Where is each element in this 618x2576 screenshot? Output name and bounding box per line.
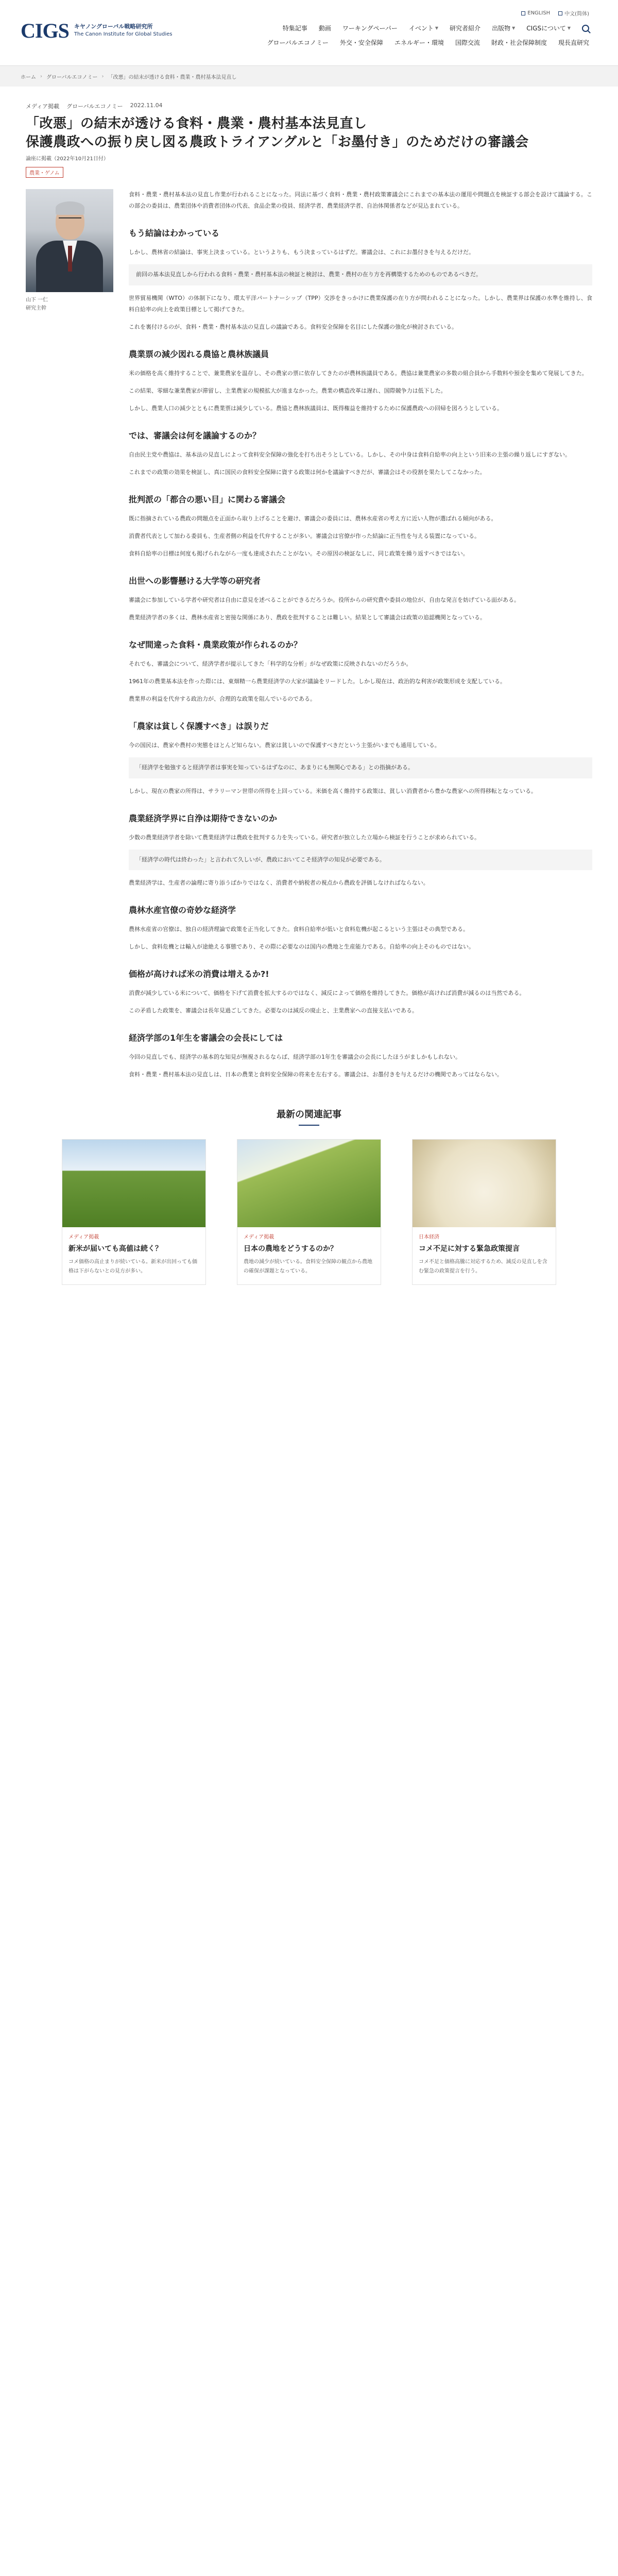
section-paragraph: 少数の農業経済学者を除いて農業経済学は農政を批判する力を失っている。研究者が独立した立場から検証を行うことが求められている。	[129, 834, 480, 841]
author-caption	[26, 296, 113, 313]
card-image	[413, 1140, 556, 1227]
primary-nav	[283, 24, 589, 32]
section-heading: では、審議会は何を議論するのか？	[129, 430, 261, 440]
article-meta	[26, 102, 592, 110]
nav-item-global-economy[interactable]: グローバルエコノミー	[267, 39, 329, 46]
nav-item-diplomacy[interactable]: 外交・安全保障	[339, 39, 383, 46]
site-logo[interactable]	[21, 19, 172, 43]
nav-item-researchers[interactable]: 研究者紹介	[450, 25, 481, 32]
section-paragraph: しかし、農林省の結論は、事実上決まっている。というよりも、もう決まっているはずだ。審議会は、これにお墨付きを与えるだけだ。	[129, 248, 474, 256]
related-articles	[26, 1107, 592, 1285]
section-paragraph: 世界貿易機関（WTO）の体制下になり、環太平洋パートナーシップ（TPP）交渉をきっかけに農業保護の在り方が問われることになった。しかし、農業界は保護の水準を維持し、食料自給率の向上を政策目標として掲げてきた。	[129, 294, 592, 313]
section-heading: もう結論はわかっている	[129, 228, 220, 238]
breadcrumb-separator: ›	[40, 73, 42, 79]
author-photo	[26, 189, 113, 292]
section-paragraph: この結果、零細な兼業農家が滞留し、主業農家の規模拡大が進まなかった。農業の構造改革は遅れ、国際競争力は低下した。	[129, 387, 447, 394]
lang-chinese-link[interactable]: 中文(简体)	[558, 9, 589, 17]
section-paragraph: しかし、農業人口の減少とともに農業票は減少している。農協と農林族議員は、既得権益を維持するために保護農政への回帰を図ろうとしている。	[129, 404, 503, 412]
section-paragraph: 食料・農業・農村基本法の見直しは、日本の農業と食料安全保障の将来を左右する。審議会は、お墨付きを与えるだけの機関であってはならない。	[129, 1071, 503, 1078]
nav-item-research[interactable]: 現長直研究	[558, 39, 589, 46]
title-line-1: 「改悪」の結末が透ける食料・農業・農村基本法見直し	[26, 116, 367, 131]
related-divider	[299, 1125, 319, 1126]
section-heading: 農林水産官僚の奇妙な経済学	[129, 905, 236, 916]
nav-item-international[interactable]: 国際交流	[455, 39, 480, 46]
section-paragraph: 米の価格を高く維持することで、兼業農家を温存し、その農家の票に依存してきたのが農林族議員である。農協は兼業農家の多数の組合員から手数料や預金を集めて発展してきた。	[129, 369, 588, 377]
section-heading: 批判派の「都合の悪い目」に関わる審議会	[129, 494, 286, 504]
section-paragraph: 自由民主党や農協は、基本法の見直しによって食料安全保障の強化を打ち出そうとしている。しかし、その中身は食料自給率の向上という旧来の主張の繰り返しにすぎない。	[129, 451, 571, 458]
section-paragraph: 審議会に参加している学者や研究者は自由に意見を述べることができるだろうか。役所からの研究費や委員の地位が、自由な発言を妨げている面がある。	[129, 596, 520, 603]
section-paragraph: しかし、食料危機とは輸入が途絶える事態であり、その際に必要なのは国内の農地と生産能力である。自給率の向上そのものではない。	[129, 943, 474, 951]
section-paragraph: 農業経済学者の多くは、農林水産省と密接な関係にあり、農政を批判することは難しい。結果として審議会は政策の追認機関となっている。	[129, 614, 486, 621]
section-paragraph: これまでの政策の効果を検証し、真に国民の食料安全保障に資する政策は何かを議論すべきだが、審議会はその役割を果たしてこなかった。	[129, 468, 486, 476]
section-paragraph: この矛盾した政策を、審議会は長年見過ごしてきた。必要なのは減反の廃止と、主業農家への直接支払いである。	[129, 1007, 418, 1014]
title-line-2: 保護農政への振り戻し図る農政トライアングルと「お墨付き」のためだけの審議会	[26, 134, 529, 150]
card-title[interactable]: 新米が届いても高値は続く？	[68, 1245, 162, 1253]
article-section[interactable]: グローバルエコノミー	[66, 103, 123, 110]
breadcrumb-separator: ›	[101, 73, 104, 79]
lang-english-link[interactable]: ENGLISH	[521, 9, 550, 17]
author-role: 研究主幹	[26, 305, 46, 311]
section-paragraph: 今回の見直しでも、経済学の基本的な知見が無視されるならば、経済学部の1年生を審議会の会長にしたほうがましかもしれない。	[129, 1054, 461, 1061]
language-links	[521, 9, 589, 17]
logo-en: The Canon Institute for Global Studies	[74, 31, 173, 38]
related-title: 最新の関連記事	[277, 1109, 341, 1121]
related-cards	[62, 1139, 556, 1285]
nav-item-events[interactable]: イベント ▼	[408, 25, 439, 32]
nav-item-fiscal[interactable]: 財政・社会保障制度	[491, 39, 547, 46]
card-title[interactable]: コメ不足に対する緊急政策提言	[419, 1245, 520, 1253]
nav-item-features[interactable]: 特集記事	[282, 25, 307, 32]
section-paragraph: 既に指摘されている農政の問題点を正面から取り上げることを避け、審議会の委員には、農林水産省の考え方に近い人物が選ばれる傾向がある。	[129, 515, 497, 522]
section-paragraph: 食料自給率の目標は何度も掲げられながら一度も達成されたことがない。その原因の検証なしに、同じ政策を繰り返すべきではない。	[129, 550, 469, 557]
card-text: コメ不足と価格高騰に対応するため、減反の見直しを含む緊急の政策提言を行う。	[419, 1259, 547, 1275]
card-category: 日本経済	[419, 1234, 439, 1241]
search-icon	[582, 25, 589, 32]
chevron-down-icon: ▼	[512, 26, 516, 30]
article-content	[26, 189, 592, 1087]
section-paragraph: 1961年の農業基本法を作った際には、東畑精一ら農業経済学の大家が議論をリードした。しかし現在は、政治的な利害が政策形成を支配している。	[129, 677, 506, 685]
intro-paragraph: 食料・農業・農村基本法の見直し作業が行われることになった。同法に基づく食料・農業・農村政策審議会にこれまでの基本法の運用や問題点を検証する部会を設けて議論する。この部会の委員は、農業団体や消費者団体の代表、食品企業の役員、経済学者、農業経済学者、自治体関係者などが見込まれている。	[129, 191, 592, 209]
secondary-nav	[267, 38, 589, 47]
section-heading: 農業票の減少図れる農協と農林族議員	[129, 349, 269, 359]
nav-item-working-papers[interactable]: ワーキングペーパー	[342, 25, 398, 32]
chevron-down-icon: ▼	[567, 26, 571, 30]
article-tag[interactable]: 農業・ゲノム	[26, 167, 63, 178]
section-paragraph: 今の国民は、農家や農村の実態をほとんど知らない。農家は貧しいので保護すべきだという主張がいまでも通用している。	[129, 741, 440, 749]
breadcrumb-home[interactable]: ホーム	[21, 74, 36, 80]
card-image	[62, 1140, 205, 1227]
logo-jp: キヤノングローバル戦略研究所	[74, 23, 153, 30]
section-heading: なぜ間違った食料・農業政策が作られるのか？	[129, 639, 302, 650]
article-media: 論座に掲載（2022年10月21日付）	[26, 156, 109, 162]
logo-text	[74, 23, 173, 38]
section-paragraph: 消費者代表として加わる委員も、生産者側の利益を代弁することが多い。審議会は官僚が作った結論に正当性を与える装置になっている。	[129, 532, 480, 539]
nav-item-about[interactable]: CIGSについて ▼	[526, 25, 571, 32]
card-category: メディア掲載	[244, 1234, 274, 1241]
logo-mark: CIGS	[21, 19, 69, 42]
square-icon	[521, 11, 525, 15]
section-heading: 経済学部の1年生を審議会の会長にしては	[129, 1033, 283, 1043]
related-card[interactable]	[237, 1139, 381, 1285]
square-icon	[558, 11, 562, 15]
breadcrumb	[0, 66, 618, 87]
section-paragraph: それでも、審議会について、経済学者が提示してきた「科学的な分析」がなぜ政策に反映されないのだろうか。	[129, 660, 412, 667]
highlight-quote: 「経済学を勉強すると経済学者は事実を知っているはずなのに、あまりにも無関心である」との指摘がある。	[129, 757, 592, 778]
breadcrumb-section[interactable]: グローバルエコノミー	[46, 74, 98, 80]
card-text: コメ価格の高止まりが続いている。新米が出回っても価格は下がらないとの見方が多い。	[68, 1259, 197, 1275]
article-title	[26, 114, 592, 152]
author-column	[26, 189, 113, 1087]
section-paragraph: 農林水産省の官僚は、独自の経済理論で政策を正当化してきた。食料自給率が低いと食料危機が起こるという主張はその典型である。	[129, 926, 469, 933]
breadcrumb-current: 「改悪」の結末が透ける食料・農業・農村基本法見直し	[108, 74, 237, 80]
highlight-quote: 「経済学の時代は終わった」と言われて久しいが、農政においてこそ経済学の知見が必要である。	[129, 850, 592, 871]
related-card[interactable]	[412, 1139, 556, 1285]
card-category: メディア掲載	[68, 1234, 99, 1241]
card-text: 農地の減少が続いている。食料安全保障の観点から農地の確保が課題となっている。	[244, 1259, 372, 1275]
article-date: 2022.11.04	[130, 102, 163, 109]
highlight-quote: 前回の基本法見直しから行われる食料・農業・農村基本法の検証と検討は、農業・農村の在り方を再構築するためのものであるべきだ。	[129, 264, 592, 285]
section-paragraph: しかし、現在の農家の所得は、サラリーマン世帯の所得を上回っている。米価を高く維持する政策は、貧しい消費者から豊かな農家への所得移転となっている。	[129, 787, 537, 794]
nav-item-publications[interactable]: 出版物 ▼	[492, 25, 516, 32]
section-heading: 農業経済学界に自浄は期待できないのか	[129, 813, 278, 823]
card-image	[237, 1140, 381, 1227]
article-category[interactable]: メディア掲載	[26, 103, 60, 110]
section-heading: 出世への影響懸ける大学等の研究者	[129, 575, 261, 586]
site-header	[0, 0, 618, 66]
related-card[interactable]	[62, 1139, 206, 1285]
card-title[interactable]: 日本の農地をどうするのか？	[244, 1245, 337, 1253]
nav-item-energy[interactable]: エネルギー・環境	[394, 39, 444, 46]
search-button[interactable]	[582, 24, 589, 32]
section-paragraph: これを裏付けるのが、食料・農業・農村基本法の見直しの議論である。食料安全保障を名目にした保護の強化が検討されている。	[129, 323, 457, 330]
section-paragraph: 農業界の利益を代弁する政治力が、合理的な政策を阻んでいるのである。	[129, 695, 316, 702]
section-paragraph: 農業経済学は、生産者の論理に寄り添うばかりではなく、消費者や納税者の視点から農政を評価しなければならない。	[129, 879, 429, 887]
article-body	[129, 189, 592, 1087]
nav-item-videos[interactable]: 動画	[318, 25, 331, 32]
author-name[interactable]: 山下 一仁	[26, 297, 48, 303]
chevron-down-icon: ▼	[435, 26, 439, 30]
section-paragraph: 消費が減少している米について、価格を下げて消費を拡大するのではなく、減反によって価格を維持してきた。価格が高ければ消費が減るのは当然である。	[129, 990, 525, 997]
article	[26, 87, 592, 1285]
section-heading: 「農家は貧しく保護すべき」は誤りだ	[129, 721, 269, 731]
section-heading: 価格が高ければ米の消費は増えるか?!	[129, 969, 269, 979]
